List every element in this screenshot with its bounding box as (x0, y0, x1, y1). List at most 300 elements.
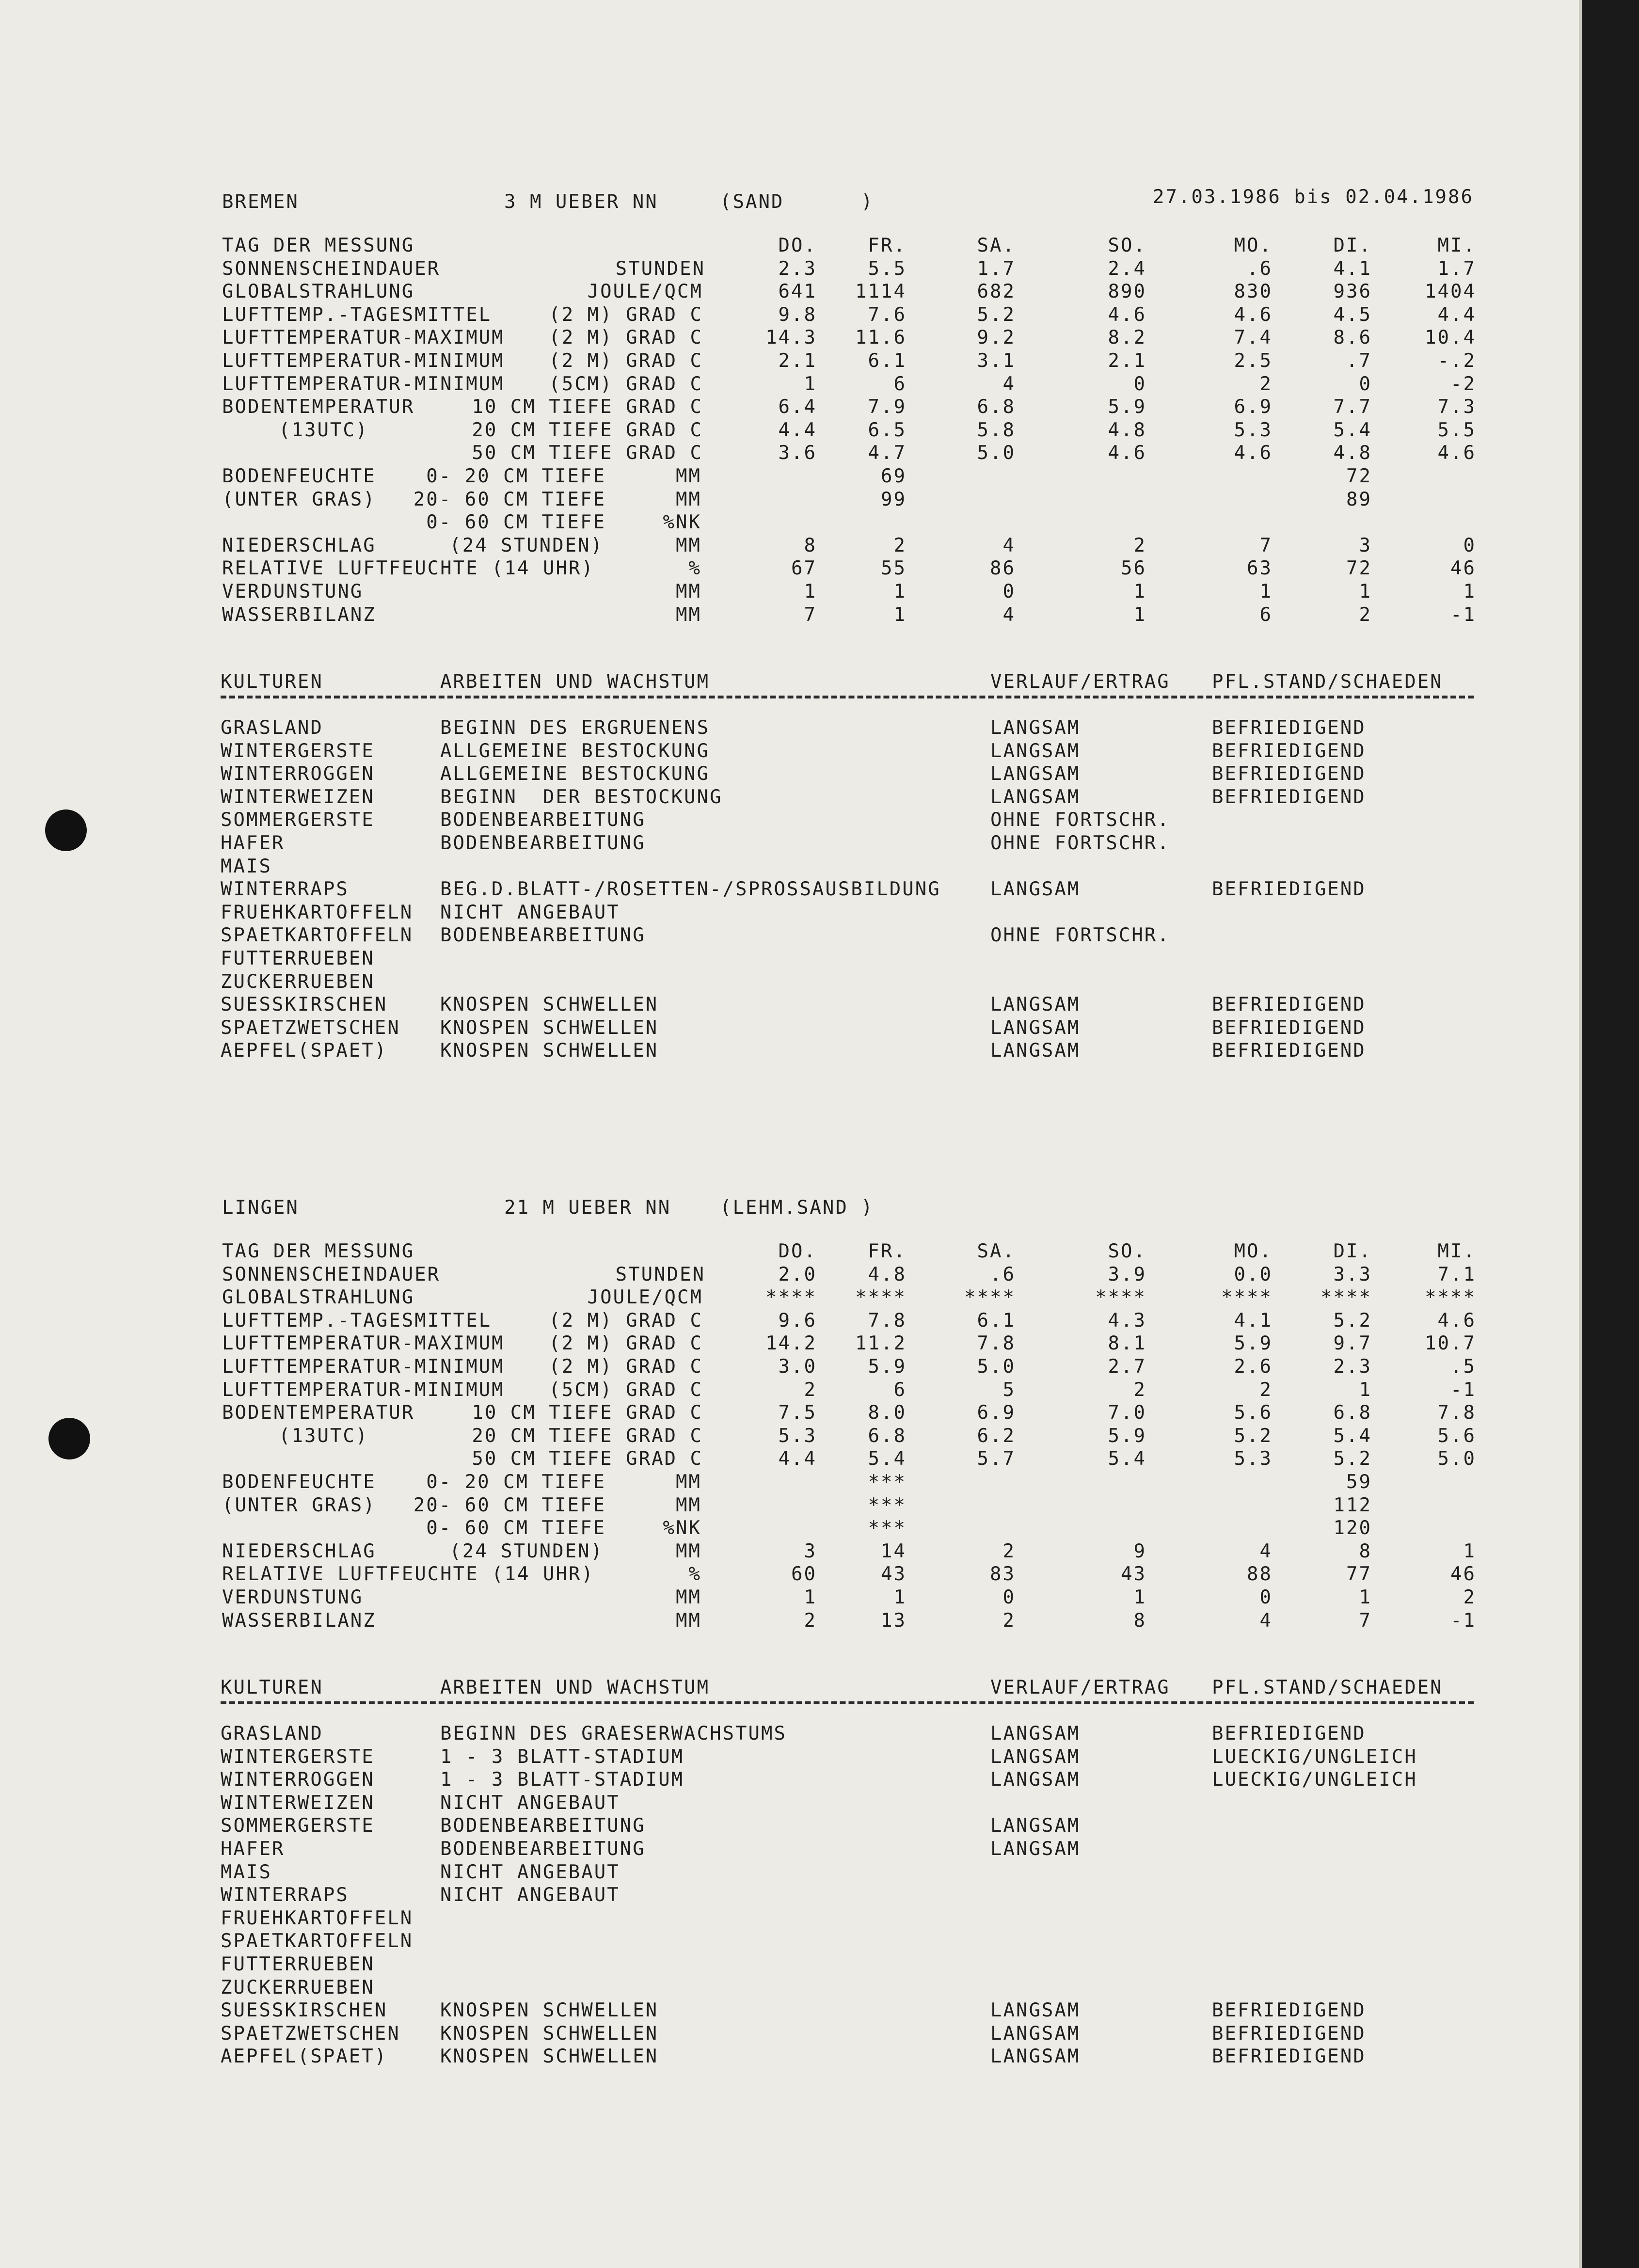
crop-name: WINTERGERSTE (221, 1745, 375, 1768)
cell-bt20: 6.2 (977, 1425, 1016, 1447)
crop-name: SUESSKIRSCHEN (221, 994, 388, 1016)
row-label-lt-min5: LUFTTEMPERATUR-MINIMUM (222, 373, 505, 395)
cell-bt10: 7.7 (1333, 396, 1372, 418)
cell-bf2: 112 (1333, 1494, 1372, 1516)
cell-bt20: 5.8 (977, 419, 1016, 441)
crops-header-kulturen: KULTUREN (221, 1677, 323, 1698)
crop-progress: LANGSAM (990, 740, 1081, 762)
cell-global: 936 (1333, 281, 1372, 303)
row-label-sonne: SONNENSCHEINDAUER (222, 257, 441, 280)
cell-nied: 3 (1359, 534, 1372, 556)
cell-sonne: 4.1 (1333, 257, 1372, 280)
cell-global: **** (855, 1286, 907, 1309)
row-label-nied-unit: MM (676, 534, 701, 556)
row-label-bt-utc: (13UTC) (279, 419, 369, 441)
cell-lt-min5: 2 (1133, 1379, 1146, 1401)
row-label-bf1-range: 0- 20 CM TIEFE (426, 465, 606, 487)
cell-lt-max: 9.2 (977, 327, 1016, 349)
row-label-bf1-unit: MM (676, 1471, 701, 1493)
crops-header-verlauf: VERLAUF/ERTRAG (990, 1677, 1170, 1698)
cell-verd: 0 (1002, 581, 1016, 603)
crop-progress: LANGSAM (990, 717, 1081, 739)
cell-nied: 0 (1463, 534, 1476, 556)
crop-name: WINTERWEIZEN (221, 786, 375, 808)
row-label-tag-der-messung: TAG DER MESSUNG (222, 1240, 415, 1262)
crop-activity: NICHT ANGEBAUT (440, 1884, 620, 1906)
row-label-lt-max-unit: (2 M) GRAD C (549, 1332, 703, 1355)
cell-bt20: 4.8 (1108, 419, 1146, 441)
cell-nied: 2 (893, 534, 907, 556)
cell-lt-min5: 4 (1002, 373, 1016, 395)
row-label-lt-min: LUFTTEMPERATUR-MINIMUM (222, 350, 505, 372)
cell-rlf: 60 (791, 1563, 817, 1586)
crop-name: SPAETKARTOFFELN (221, 924, 414, 947)
cell-lt-mittel: 9.8 (778, 303, 817, 326)
cell-wb: 4 (1002, 603, 1016, 626)
cell-verd: 1 (1463, 581, 1476, 603)
cell-wb: 8 (1133, 1609, 1146, 1632)
cell-rlf: 88 (1247, 1563, 1273, 1586)
cell-lt-max: 7.4 (1234, 327, 1273, 349)
cell-lt-min: 2.1 (1108, 350, 1146, 372)
row-label-lt-mittel: LUFTTEMP.-TAGESMITTEL (222, 1309, 492, 1332)
cell-lt-mittel: 4.1 (1234, 1309, 1273, 1332)
cell-lt-min: 6.1 (868, 350, 907, 372)
cell-global: 830 (1234, 281, 1273, 303)
cell-wb: 13 (881, 1609, 907, 1632)
day-header: SA. (977, 1240, 1016, 1262)
crop-name: FRUEHKARTOFFELN (221, 901, 414, 923)
cell-lt-min5: 0 (1359, 373, 1372, 395)
crops-header-verlauf: VERLAUF/ERTRAG (990, 671, 1170, 693)
crop-activity: NICHT ANGEBAUT (440, 901, 620, 923)
crop-condition: BEFRIEDIGEND (1212, 1040, 1366, 1062)
cell-lt-min: -.2 (1437, 350, 1476, 372)
crops-header-pfl-stand: PFL.STAND/SCHAEDEN (1212, 671, 1443, 693)
crop-name: SUESSKIRSCHEN (221, 1999, 388, 2022)
cell-bt10: 7.8 (1437, 1402, 1476, 1424)
cell-rlf: 46 (1450, 557, 1476, 580)
dashed-separator (221, 1701, 1474, 1704)
row-label-bf-gras: (UNTER GRAS) (222, 488, 376, 510)
cell-bf1: 69 (881, 465, 907, 487)
cell-sonne: 2.0 (778, 1263, 817, 1285)
cell-bt20: 5.4 (1333, 419, 1372, 441)
cell-sonne: 2.4 (1108, 257, 1146, 280)
crop-progress: LANGSAM (990, 1769, 1081, 1791)
row-label-bf3-unit: %NK (663, 511, 701, 534)
row-label-lt-mittel-unit: (2 M) GRAD C (549, 1309, 703, 1332)
cell-nied: 8 (804, 534, 817, 556)
crop-activity: BEGINN DER BESTOCKUNG (440, 786, 723, 808)
cell-lt-mittel: 4.6 (1108, 303, 1146, 326)
crop-activity: KNOSPEN SCHWELLEN (440, 1040, 659, 1062)
crop-name: HAFER (221, 1838, 285, 1860)
cell-bt10: 6.9 (977, 1402, 1016, 1424)
cell-rlf: 83 (990, 1563, 1016, 1586)
crop-progress: LANGSAM (990, 1815, 1081, 1837)
cell-bt50: 5.4 (1108, 1448, 1146, 1470)
crop-activity: KNOSPEN SCHWELLEN (440, 1016, 659, 1039)
crop-progress: OHNE FORTSCHR. (990, 924, 1170, 947)
cell-bt50: 4.4 (778, 1448, 817, 1470)
cell-bt20: 6.5 (868, 419, 907, 441)
row-label-nied-unit: MM (676, 1540, 701, 1562)
crop-name: MAIS (221, 1861, 272, 1883)
cell-rlf: 55 (881, 557, 907, 580)
cell-verd: 1 (1133, 581, 1146, 603)
cell-lt-min: .5 (1450, 1356, 1476, 1378)
cell-lt-min5: 2 (1259, 1379, 1273, 1401)
cell-sonne: 3.9 (1108, 1263, 1146, 1285)
day-header: SA. (977, 235, 1016, 256)
cell-lt-max: 9.7 (1333, 1332, 1372, 1355)
day-header: MI. (1437, 1240, 1476, 1262)
cell-wb: 6 (1259, 603, 1273, 626)
row-label-wb-unit: MM (676, 603, 701, 626)
row-label-bt20-unit: 20 CM TIEFE GRAD C (472, 1425, 703, 1447)
crop-name: WINTERRAPS (221, 1884, 349, 1906)
crop-name: WINTERRAPS (221, 878, 349, 901)
cell-bt50: 4.6 (1437, 442, 1476, 464)
cell-lt-min: 2.3 (1333, 1356, 1372, 1378)
cell-lt-mittel: 6.1 (977, 1309, 1016, 1332)
cell-global: **** (1095, 1286, 1146, 1309)
cell-bt50: 5.3 (1234, 1448, 1273, 1470)
row-label-bt: BODENTEMPERATUR (222, 1402, 415, 1424)
cell-lt-min5: -1 (1450, 1379, 1476, 1401)
row-label-bt20-unit: 20 CM TIEFE GRAD C (472, 419, 703, 441)
cell-wb: -1 (1450, 1609, 1476, 1632)
cell-lt-max: 5.9 (1234, 1332, 1273, 1355)
crop-activity: BEGINN DES GRAESERWACHSTUMS (440, 1723, 787, 1745)
cell-global: 1404 (1425, 281, 1476, 303)
crop-name: AEPFEL(SPAET) (221, 2046, 388, 2068)
crop-name: SOMMERGERSTE (221, 809, 375, 831)
cell-lt-min5: 6 (893, 373, 907, 395)
cell-bf1: 72 (1346, 465, 1372, 487)
cell-lt-min: 3.1 (977, 350, 1016, 372)
cell-bt10: 7.9 (868, 396, 907, 418)
crops-header-arbeiten: ARBEITEN UND WACHSTUM (440, 671, 710, 693)
row-label-lt-max: LUFTTEMPERATUR-MAXIMUM (222, 327, 505, 349)
row-label-sonne: SONNENSCHEINDAUER (222, 1263, 441, 1285)
cell-bt50: 4.6 (1108, 442, 1146, 464)
row-label-wb-unit: MM (676, 1609, 701, 1632)
cell-lt-max: 8.6 (1333, 327, 1372, 349)
crop-name: WINTERROGGEN (221, 1769, 375, 1791)
cell-global: 641 (778, 281, 817, 303)
cell-verd: 0 (1259, 1586, 1273, 1608)
cell-rlf: 46 (1450, 1563, 1476, 1586)
row-label-bf-gras: (UNTER GRAS) (222, 1494, 376, 1516)
row-label-bf3-range: 0- 60 CM TIEFE (426, 511, 606, 534)
row-label-sonne-unit: STUNDEN (615, 1263, 705, 1285)
station-name: BREMEN (222, 191, 299, 213)
crop-condition: BEFRIEDIGEND (1212, 740, 1366, 762)
day-header: MI. (1437, 235, 1476, 256)
cell-rlf: 77 (1346, 1563, 1372, 1586)
cell-lt-mittel: 5.2 (1333, 1309, 1372, 1332)
cell-nied: 4 (1002, 534, 1016, 556)
row-label-sonne-unit: STUNDEN (615, 257, 705, 280)
crop-activity: ALLGEMEINE BESTOCKUNG (440, 763, 710, 785)
cell-wb: 2 (1359, 603, 1372, 626)
row-label-bt-utc: (13UTC) (279, 1425, 369, 1447)
day-header: FR. (868, 1240, 907, 1262)
crop-name: HAFER (221, 832, 285, 854)
scan-dark-edge (1582, 0, 1639, 2268)
crop-name: AEPFEL(SPAET) (221, 1040, 388, 1062)
cell-lt-min: 2.5 (1234, 350, 1273, 372)
cell-global: **** (964, 1286, 1016, 1309)
cell-sonne: 3.3 (1333, 1263, 1372, 1285)
day-header: MO. (1234, 1240, 1273, 1262)
row-label-tag-der-messung: TAG DER MESSUNG (222, 235, 415, 256)
crop-activity: KNOSPEN SCHWELLEN (440, 2046, 659, 2068)
cell-lt-min: 5.9 (868, 1356, 907, 1378)
crop-name: GRASLAND (221, 1723, 323, 1745)
cell-lt-min: .7 (1346, 350, 1372, 372)
crop-name: MAIS (221, 855, 272, 877)
cell-bt10: 7.3 (1437, 396, 1476, 418)
cell-rlf: 72 (1346, 557, 1372, 580)
cell-rlf: 43 (1121, 1563, 1146, 1586)
crop-progress: LANGSAM (990, 994, 1081, 1016)
cell-lt-min5: 2 (1259, 373, 1273, 395)
cell-verd: 1 (804, 1586, 817, 1608)
crop-progress: LANGSAM (990, 878, 1081, 901)
crop-name: SPAETZWETSCHEN (221, 1016, 400, 1039)
row-label-rlf: RELATIVE LUFTFEUCHTE (14 UHR) (222, 557, 594, 580)
cell-lt-mittel: 4.5 (1333, 303, 1372, 326)
cell-sonne: 0.0 (1234, 1263, 1273, 1285)
crop-condition: LUECKIG/UNGLEICH (1212, 1769, 1417, 1791)
row-label-rlf: RELATIVE LUFTFEUCHTE (14 UHR) (222, 1563, 594, 1586)
row-label-bf: BODENFEUCHTE (222, 1471, 376, 1493)
row-label-lt-min-unit: (2 M) GRAD C (549, 1356, 703, 1378)
row-label-wb: WASSERBILANZ (222, 1609, 376, 1632)
row-label-bt50-unit: 50 CM TIEFE GRAD C (472, 442, 703, 464)
crop-condition: BEFRIEDIGEND (1212, 1016, 1366, 1039)
cell-verd: 1 (893, 1586, 907, 1608)
cell-bt20: 4.4 (778, 419, 817, 441)
day-header: DO. (778, 1240, 817, 1262)
crop-name: FUTTERRUEBEN (221, 948, 375, 969)
row-label-lt-min5-unit: (5CM) GRAD C (549, 373, 703, 395)
cell-nied: 2 (1002, 1540, 1016, 1562)
crops-header-pfl-stand: PFL.STAND/SCHAEDEN (1212, 1677, 1443, 1698)
cell-bf2: *** (868, 1494, 907, 1516)
cell-verd: 1 (1359, 1586, 1372, 1608)
cell-nied: 7 (1259, 534, 1273, 556)
cell-lt-min: 2.1 (778, 350, 817, 372)
cell-global: **** (1425, 1286, 1476, 1309)
cell-bt20: 5.3 (778, 1425, 817, 1447)
cell-wb: 1 (893, 603, 907, 626)
crop-condition: BEFRIEDIGEND (1212, 786, 1366, 808)
cell-lt-min5: 2 (804, 1379, 817, 1401)
crop-condition: BEFRIEDIGEND (1212, 1723, 1366, 1745)
cell-nied: 3 (804, 1540, 817, 1562)
row-label-nied-sub: (24 STUNDEN) (449, 534, 604, 556)
cell-lt-mittel: 4.3 (1108, 1309, 1146, 1332)
crop-name: WINTERWEIZEN (221, 1792, 375, 1814)
scan-edge-line (1579, 0, 1582, 2268)
cell-lt-min: 2.6 (1234, 1356, 1273, 1378)
cell-wb: 4 (1259, 1609, 1273, 1632)
crop-activity: BODENBEARBEITUNG (440, 1815, 646, 1837)
crop-name: WINTERROGGEN (221, 763, 375, 785)
cell-wb: 2 (1002, 1609, 1016, 1632)
report-period: 27.03.1986 bis 02.04.1986 (1153, 186, 1474, 208)
cell-lt-max: 7.8 (977, 1332, 1016, 1355)
cell-wb: -1 (1450, 603, 1476, 626)
cell-bt20: 5.3 (1234, 419, 1273, 441)
row-label-lt-min5-unit: (5CM) GRAD C (549, 1379, 703, 1401)
row-label-bt10-unit: 10 CM TIEFE GRAD C (472, 396, 703, 418)
crop-progress: OHNE FORTSCHR. (990, 832, 1170, 854)
row-label-bf3-unit: %NK (663, 1517, 701, 1539)
row-label-verd-unit: MM (676, 581, 701, 603)
cell-nied: 2 (1133, 534, 1146, 556)
cell-bt50: 5.4 (868, 1448, 907, 1470)
row-label-verd-unit: MM (676, 1586, 701, 1608)
cell-lt-max: 11.6 (855, 327, 907, 349)
cell-bf1: *** (868, 1471, 907, 1493)
row-label-lt-max: LUFTTEMPERATUR-MAXIMUM (222, 1332, 505, 1355)
cell-lt-max: 14.2 (765, 1332, 817, 1355)
cell-wb: 7 (804, 603, 817, 626)
cell-bt50: 4.7 (868, 442, 907, 464)
day-header: MO. (1234, 235, 1273, 256)
cell-sonne: .6 (1247, 257, 1273, 280)
cell-lt-min5: 1 (804, 373, 817, 395)
cell-nied: 9 (1133, 1540, 1146, 1562)
cell-lt-min: 2.7 (1108, 1356, 1146, 1378)
crop-condition: BEFRIEDIGEND (1212, 763, 1366, 785)
cell-nied: 4 (1259, 1540, 1273, 1562)
crop-name: ZUCKERRUEBEN (221, 970, 375, 993)
day-header: SO. (1108, 1240, 1146, 1262)
punch-hole (48, 1418, 90, 1459)
cell-nied: 1 (1463, 1540, 1476, 1562)
cell-lt-max: 8.1 (1108, 1332, 1146, 1355)
day-header: FR. (868, 235, 907, 256)
day-header: DI. (1333, 1240, 1372, 1262)
cell-verd: 1 (893, 581, 907, 603)
cell-lt-mittel: 4.6 (1234, 303, 1273, 326)
cell-bt20: 6.8 (868, 1425, 907, 1447)
row-label-bf1-range: 0- 20 CM TIEFE (426, 1471, 606, 1493)
cell-bt10: 6.8 (977, 396, 1016, 418)
cell-bt10: 8.0 (868, 1402, 907, 1424)
row-label-nied: NIEDERSCHLAG (222, 1540, 376, 1562)
crop-progress: LANGSAM (990, 1745, 1081, 1768)
row-label-bf2-unit: MM (676, 488, 701, 510)
cell-bt50: 4.8 (1333, 442, 1372, 464)
cell-global: **** (1221, 1286, 1273, 1309)
crop-progress: LANGSAM (990, 2022, 1081, 2045)
crop-progress: LANGSAM (990, 1723, 1081, 1745)
row-label-verd: VERDUNSTUNG (222, 581, 364, 603)
station-elevation: 21 M UEBER NN (504, 1197, 671, 1219)
station-name: LINGEN (222, 1197, 299, 1219)
cell-sonne: 5.5 (868, 257, 907, 280)
cell-lt-mittel: 4.4 (1437, 303, 1476, 326)
cell-global: **** (1321, 1286, 1372, 1309)
cell-lt-max: 14.3 (765, 327, 817, 349)
cell-bt50: 5.0 (977, 442, 1016, 464)
row-label-bt: BODENTEMPERATUR (222, 396, 415, 418)
row-label-lt-min: LUFTTEMPERATUR-MINIMUM (222, 1356, 505, 1378)
row-label-lt-max-unit: (2 M) GRAD C (549, 327, 703, 349)
cell-verd: 2 (1463, 1586, 1476, 1608)
crop-name: FRUEHKARTOFFELN (221, 1907, 414, 1929)
crop-condition: BEFRIEDIGEND (1212, 2022, 1366, 2045)
row-label-lt-min5: LUFTTEMPERATUR-MINIMUM (222, 1379, 505, 1401)
cell-verd: 1 (1259, 581, 1273, 603)
cell-lt-max: 10.7 (1425, 1332, 1476, 1355)
crop-activity: NICHT ANGEBAUT (440, 1792, 620, 1814)
cell-lt-mittel: 5.2 (977, 303, 1016, 326)
cell-bt10: 6.9 (1234, 396, 1273, 418)
cell-bt10: 6.8 (1333, 1402, 1372, 1424)
cell-bt50: 5.7 (977, 1448, 1016, 1470)
station-elevation: 3 M UEBER NN (504, 191, 658, 213)
row-label-bf2-range: 20- 60 CM TIEFE (413, 488, 606, 510)
cell-rlf: 67 (791, 557, 817, 580)
row-label-verd: VERDUNSTUNG (222, 1586, 364, 1608)
crop-name: SOMMERGERSTE (221, 1815, 375, 1837)
cell-global: **** (765, 1286, 817, 1309)
cell-sonne: 7.1 (1437, 1263, 1476, 1285)
crop-activity: BODENBEARBEITUNG (440, 924, 646, 947)
cell-verd: 1 (1133, 1586, 1146, 1608)
crop-progress: LANGSAM (990, 763, 1081, 785)
row-label-global-unit: JOULE/QCM (587, 1286, 703, 1309)
cell-global: 890 (1108, 281, 1146, 303)
crop-name: SPAETZWETSCHEN (221, 2022, 400, 2045)
cell-lt-mittel: 9.6 (778, 1309, 817, 1332)
cell-lt-mittel: 7.6 (868, 303, 907, 326)
crop-name: ZUCKERRUEBEN (221, 1976, 375, 1998)
crops-header-kulturen: KULTUREN (221, 671, 323, 693)
crop-progress: OHNE FORTSCHR. (990, 809, 1170, 831)
cell-verd: 0 (1002, 1586, 1016, 1608)
crop-activity: KNOSPEN SCHWELLEN (440, 2022, 659, 2045)
crop-name: SPAETKARTOFFELN (221, 1930, 414, 1952)
row-label-nied-sub: (24 STUNDEN) (449, 1540, 604, 1562)
crops-header-arbeiten: ARBEITEN UND WACHSTUM (440, 1677, 710, 1698)
cell-nied: 8 (1359, 1540, 1372, 1562)
cell-verd: 1 (804, 581, 817, 603)
cell-lt-mittel: 4.6 (1437, 1309, 1476, 1332)
row-label-global-unit: JOULE/QCM (587, 281, 703, 303)
cell-global: 682 (977, 281, 1016, 303)
cell-bt20: 5.9 (1108, 1425, 1146, 1447)
crop-activity: 1 - 3 BLATT-STADIUM (440, 1745, 684, 1768)
dashed-separator (221, 696, 1474, 698)
cell-lt-max: 10.4 (1425, 327, 1476, 349)
station-soil: (LEHM.SAND ) (720, 1197, 874, 1219)
crop-condition: BEFRIEDIGEND (1212, 1999, 1366, 2022)
row-label-bf2-range: 20- 60 CM TIEFE (413, 1494, 606, 1516)
cell-bt20: 5.4 (1333, 1425, 1372, 1447)
cell-bt20: 5.5 (1437, 419, 1476, 441)
crop-name: FUTTERRUEBEN (221, 1953, 375, 1975)
cell-lt-min5: 1 (1359, 1379, 1372, 1401)
